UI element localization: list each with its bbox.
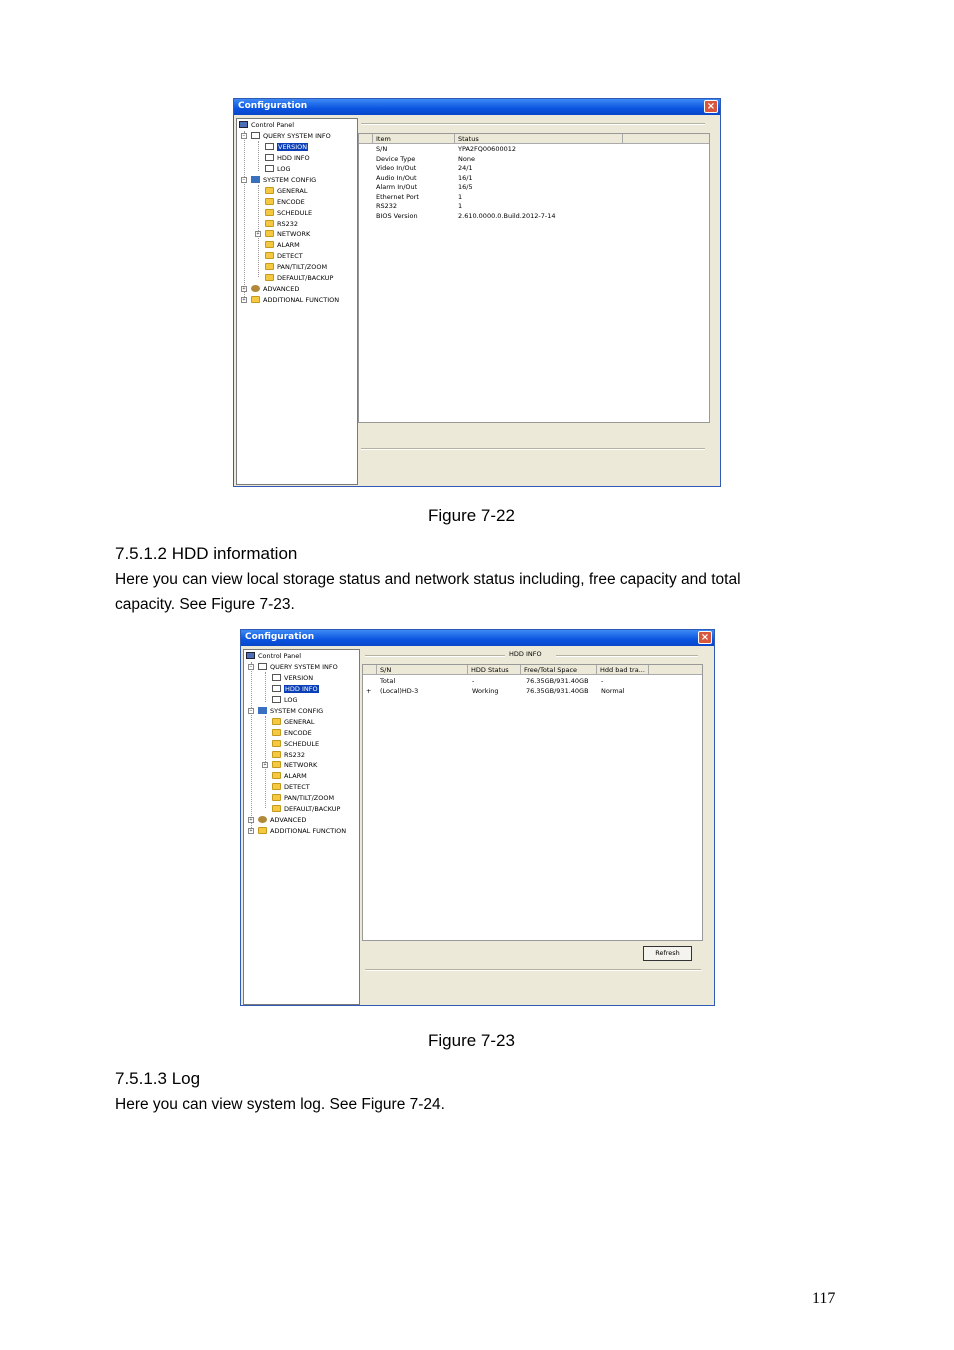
tree-item-additional-function[interactable]: ADDITIONAL FUNCTION [258, 826, 346, 836]
folder-icon [272, 729, 281, 736]
window-title: Configuration [245, 632, 315, 642]
tree-item-control-panel[interactable]: Control Panel [246, 651, 301, 661]
column-header-hdd-bad-track[interactable]: Hdd bad tra... [597, 665, 649, 675]
top-separator [361, 123, 705, 125]
tree-item-additional-function[interactable]: ADDITIONAL FUNCTION [251, 295, 339, 305]
folder-icon [265, 187, 274, 194]
column-header-status[interactable]: Status [455, 134, 623, 144]
figure-caption-7-23: Figure 7-23 [428, 1031, 515, 1050]
version-row-item: Audio In/Out [376, 173, 417, 182]
figure-caption-7-22: Figure 7-22 [428, 506, 515, 525]
column-header-sn[interactable]: S/N [377, 665, 468, 675]
version-row-status: 1 [458, 192, 463, 201]
tree-item-general[interactable]: GENERAL [272, 717, 314, 727]
tree-item-hdd-info[interactable]: HDD INFO [272, 684, 319, 694]
document-icon [265, 143, 274, 150]
folder-icon [265, 209, 274, 216]
title-separator-right [556, 655, 698, 657]
collapse-icon[interactable]: − [249, 664, 253, 670]
tree-item-encode[interactable]: ENCODE [265, 197, 305, 207]
version-row-status: 16/5 [458, 183, 473, 191]
configuration-window-fig22 [233, 98, 721, 487]
column-spacer [359, 134, 373, 144]
collapse-icon[interactable]: − [242, 133, 246, 139]
column-header-item[interactable]: Item [373, 134, 455, 144]
hdd-info-list [362, 664, 703, 941]
version-row-item: RS232 [376, 202, 398, 210]
version-row-status: YPA2FQ00600012 [458, 145, 516, 153]
bottom-separator [361, 448, 705, 450]
tree-item-version[interactable]: VERSION [272, 673, 313, 683]
tree-item-advanced[interactable]: ADVANCED [251, 284, 299, 294]
monitor-icon [239, 121, 248, 128]
document-icon [251, 132, 260, 139]
tools-icon [258, 707, 267, 714]
tree-item-alarm[interactable]: ALARM [272, 771, 307, 781]
window-title: Configuration [238, 101, 308, 111]
folder-icon [272, 761, 281, 768]
bottom-separator [365, 969, 701, 971]
column-spacer [623, 134, 710, 144]
document-icon [265, 165, 274, 172]
gear-icon [258, 816, 267, 823]
tree-item-alarm[interactable]: ALARM [265, 240, 300, 250]
tree-item-version[interactable]: VERSION [265, 142, 308, 152]
title-separator-left [365, 655, 505, 657]
tree-item-network[interactable]: NETWORK [272, 760, 317, 770]
tree-item-default-backup[interactable]: DEFAULT/BACKUP [272, 804, 340, 814]
collapse-icon[interactable]: − [249, 708, 253, 714]
tree-item-rs232[interactable]: RS232 [265, 219, 298, 229]
hdd-info-paragraph-line1: Here you can view local storage status and network status including, free capacity and total [115, 571, 741, 588]
version-row-item: Ethernet Port [376, 192, 419, 201]
version-list [358, 133, 710, 423]
version-row-status: 1 [458, 202, 463, 210]
section-heading-hdd-information: 7.5.1.2 HDD information [115, 544, 298, 563]
hdd-row-sn: Total [380, 677, 396, 685]
expand-icon[interactable]: + [249, 828, 253, 834]
version-row-item: BIOS Version [376, 211, 418, 220]
hdd-info-paragraph-line2: capacity. See Figure 7-23. [115, 596, 295, 613]
folder-icon [265, 230, 274, 237]
folder-icon [265, 252, 274, 259]
close-icon[interactable]: × [704, 100, 718, 113]
document-icon [265, 154, 274, 161]
expand-icon[interactable]: + [249, 817, 253, 823]
version-row-status: None [458, 154, 475, 163]
tools-icon [251, 176, 260, 183]
collapse-icon[interactable]: − [242, 177, 246, 183]
tree-item-schedule[interactable]: SCHEDULE [272, 739, 319, 749]
hdd-row-sn: (Local)HD-3 [380, 686, 419, 695]
folder-icon [265, 241, 274, 248]
configuration-window-fig23 [240, 629, 715, 1006]
version-row-status: 16/1 [458, 173, 473, 182]
window-titlebar [234, 99, 720, 115]
tree-item-query-system-info[interactable]: QUERY SYSTEM INFO [251, 131, 331, 141]
hdd-row-space: 76.35GB/931.40GB [526, 677, 589, 685]
column-spacer [363, 665, 377, 675]
tree-item-system-config[interactable]: SYSTEM CONFIG [251, 175, 316, 185]
tree-item-log[interactable]: LOG [272, 695, 298, 705]
close-icon[interactable]: × [698, 631, 712, 644]
tree-item-control-panel[interactable]: Control Panel [239, 120, 294, 130]
folder-icon [251, 296, 260, 303]
version-row-item: Device Type [376, 154, 416, 163]
hdd-row-space: 76.35GB/931.40GB [526, 686, 589, 695]
tree-item-detect[interactable]: DETECT [272, 782, 310, 792]
page-number: 117 [812, 1290, 836, 1307]
expand-icon[interactable]: + [263, 762, 267, 768]
window-titlebar [241, 630, 714, 646]
hdd-row-status: - [472, 677, 475, 685]
folder-icon [265, 220, 274, 227]
gear-icon [251, 285, 260, 292]
hdd-row-bad: - [601, 677, 604, 685]
column-header-free-total-space[interactable]: Free/Total Space [521, 665, 597, 675]
document-icon [272, 696, 281, 703]
panel-title: HDD INFO [509, 650, 542, 658]
folder-icon [265, 198, 274, 205]
folder-icon [272, 794, 281, 801]
tree-item-detect[interactable]: DETECT [265, 251, 303, 261]
tree-item-system-config[interactable]: SYSTEM CONFIG [258, 706, 323, 716]
tree-item-default-backup[interactable]: DEFAULT/BACKUP [265, 273, 333, 283]
folder-icon [265, 274, 274, 281]
tree-item-hdd-info[interactable]: HDD INFO [265, 153, 310, 163]
hdd-row-bad: Normal [601, 686, 625, 695]
tree-item-general[interactable]: GENERAL [265, 186, 307, 196]
tree-item-schedule[interactable]: SCHEDULE [265, 208, 312, 218]
folder-icon [272, 751, 281, 758]
tree-item-advanced[interactable]: ADVANCED [258, 815, 306, 825]
tree-item-encode[interactable]: ENCODE [272, 728, 312, 738]
tree-item-network[interactable]: NETWORK [265, 229, 310, 239]
tree-item-pan-tilt-zoom[interactable]: PAN/TILT/ZOOM [265, 262, 327, 272]
tree-item-log[interactable]: LOG [265, 164, 291, 174]
tree-item-pan-tilt-zoom[interactable]: PAN/TILT/ZOOM [272, 793, 334, 803]
version-row-status: 24/1 [458, 164, 473, 172]
folder-icon [272, 805, 281, 812]
document-icon [258, 663, 267, 670]
expand-icon[interactable]: + [256, 231, 260, 237]
folder-icon [272, 783, 281, 790]
document-icon [272, 685, 281, 692]
folder-icon [272, 718, 281, 725]
tree-item-rs232[interactable]: RS232 [272, 750, 305, 760]
folder-icon [272, 740, 281, 747]
config-tree [236, 118, 358, 485]
version-row-item: Alarm In/Out [376, 183, 418, 191]
refresh-button[interactable]: Refresh [643, 946, 692, 961]
tree-item-query-system-info[interactable]: QUERY SYSTEM INFO [258, 662, 338, 672]
column-header-hdd-status[interactable]: HDD Status [468, 665, 521, 675]
hdd-row-status: Working [472, 686, 499, 695]
document-icon [272, 674, 281, 681]
log-paragraph: Here you can view system log. See Figure 7-24. [115, 1096, 445, 1113]
monitor-icon [246, 652, 255, 659]
version-row-item: Video In/Out [376, 164, 417, 172]
section-heading-log: 7.5.1.3 Log [115, 1069, 201, 1088]
hdd-row-expander[interactable]: + [366, 686, 372, 695]
expand-icon[interactable]: + [242, 297, 246, 303]
column-spacer [649, 665, 703, 675]
folder-icon [258, 827, 267, 834]
config-tree [243, 649, 360, 1005]
expand-icon[interactable]: + [242, 286, 246, 292]
folder-icon [272, 772, 281, 779]
version-row-item: S/N [376, 145, 388, 153]
folder-icon [265, 263, 274, 270]
version-row-status: 2.610.0000.0.Build.2012-7-14 [458, 211, 556, 220]
